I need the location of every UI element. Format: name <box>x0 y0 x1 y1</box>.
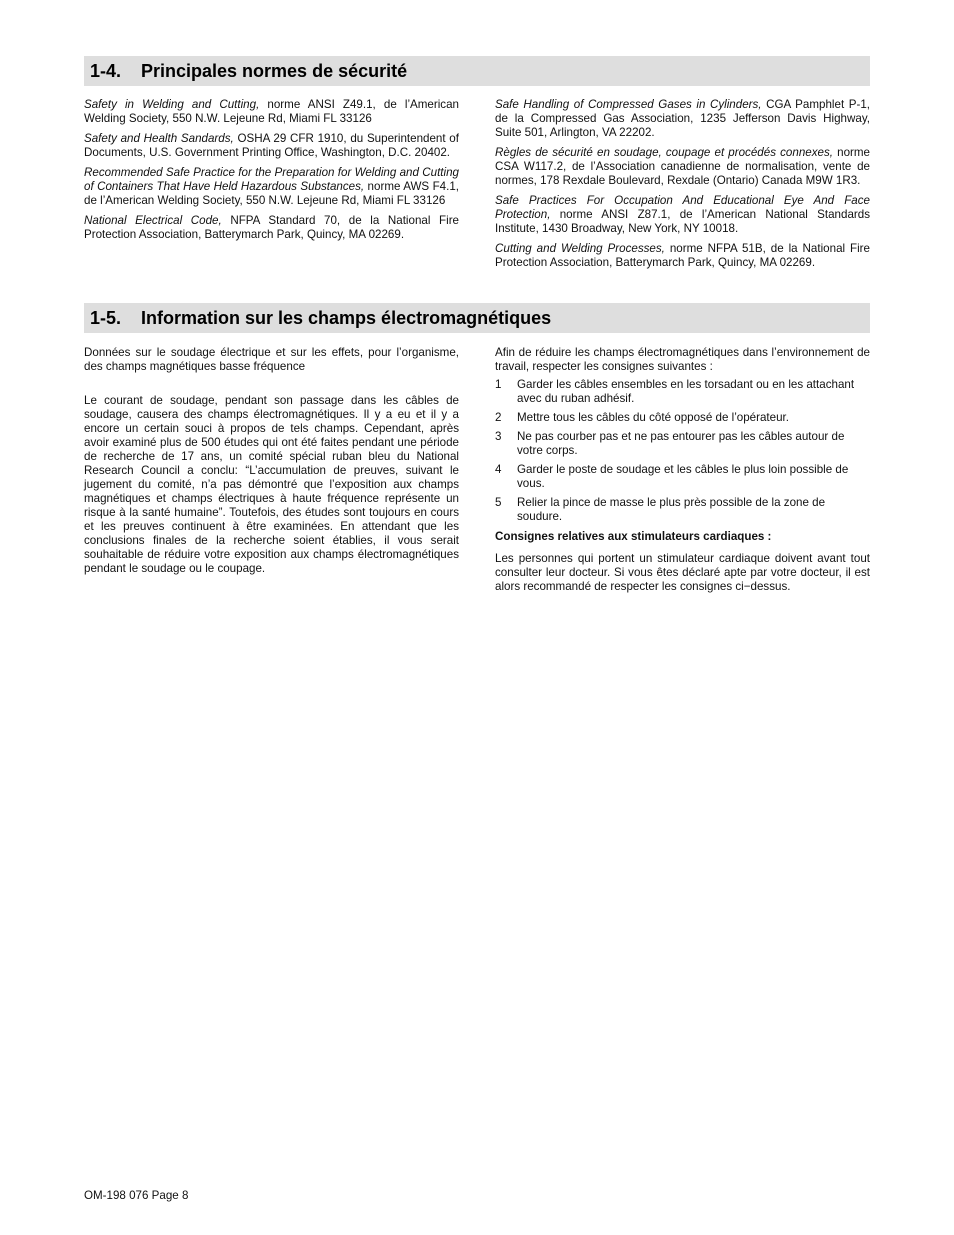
emf-body: Le courant de soudage, pendant son passage dans les câbles de soudage, causera des champs électromagnétiques. Il y a eu et il y a encore un certain souci à propos de tels champs. Cependant, après avoir examiné plus de 500 études qui ont été faites pendant une période de recherche de 17 ans, un comité spécial ruban bleu du National Research Council a conclu: “L’accumulation de preuves, suivant le jugement du comité, n’a pas démontré que l’exposition aux champs magnétiques et champs électriques à haute fréquence représente un risque à la santé humaine”. Toutefois, des études sont toujours en cours et les preuves continuent à être examinées. En attendant que les conclusions finales de la recherche soient établies, il vous serait souhaitable de réduire votre exposition aux champs électromagnétiques pendant le soudage ou le coupage. <box>84 394 459 575</box>
list-item: 2 Mettre tous les câbles du côté opposé de l’opérateur. <box>495 411 789 424</box>
emf-intro: Données sur le soudage électrique et sur les effets, pour l’organisme, des champs magnétiques basse fréquence <box>84 346 459 373</box>
list-item: 4 Garder le poste de soudage et les câbles le plus loin possible de vous. <box>495 463 849 490</box>
section-title: Principales normes de sécurité <box>141 61 408 81</box>
pacemaker-heading: Consignes relatives aux stimulateurs cardiaques : <box>495 530 772 543</box>
standard-entry: Safe Handling of Compressed Gases in Cylinders, CGA Pamphlet P-1, de la Compressed Gas Association, 1235 Jefferson Davis Highway, Suite 501, Arlington, VA 22202. <box>495 98 870 139</box>
list-item: 1 Garder les câbles ensembles en les torsadant ou en les attachant avec du ruban adhésif. <box>495 378 855 405</box>
section-number: 1-4. <box>90 61 122 81</box>
standard-entry: Safe Practices For Occupation And Educational Eye And Face Protection, norme ANSI Z87.1, de l’American National Standards Institute, 1430 Broadway, New York, NY 10018. <box>495 194 870 235</box>
list-item: 3 Ne pas courber pas et ne pas entourer pas les câbles autour de votre corps. <box>495 430 845 457</box>
standard-entry: National Electrical Code, NFPA Standard 70, de la National Fire Protection Association, Batterymarch Park, Quincy, MA 02269. <box>84 214 460 241</box>
page-footer: OM-198 076 Page 8 <box>84 1189 189 1202</box>
pacemaker-text: Les personnes qui portent un stimulateur cardiaque doivent avant tout consulter leur docteur. Si vous êtes déclaré apte par votre docteur, il est alors recommandé de respecter les consignes ci−dessus. <box>495 552 870 593</box>
standards-right-column <box>495 98 870 276</box>
standard-entry: Safety and Health Sandards, OSHA 29 CFR 1910, du Superintendent of Documents, U.S. Government Printing Office, Washington, D.C. 20402. <box>84 132 459 159</box>
section-title: Information sur les champs électromagnétiques <box>141 308 552 328</box>
standards-left-column <box>84 98 459 248</box>
section-1-4-heading <box>84 56 870 86</box>
emf-instructions-intro: Afin de réduire les champs électromagnétiques dans l’environnement de travail, respecter les consignes suivantes : <box>495 346 870 373</box>
standard-entry: Règles de sécurité en soudage, coupage et procédés connexes, norme CSA W117.2, de l’Association canadienne de normalisation, vente de normes, 178 Rexdale Boulevard, Rexdale (Ontario) Canada M9W 1R3. <box>495 146 870 187</box>
emf-steps-list <box>495 378 870 524</box>
standard-entry: Recommended Safe Practice for the Preparation for Welding and Cutting of Containers That Have Held Hazardous Substances, norme AWS F4.1, de l’American Welding Society, 550 N.W. Lejeune Rd, Miami FL 33126 <box>84 166 459 207</box>
emf-left-column <box>84 346 459 582</box>
section-number: 1-5. <box>90 308 122 328</box>
emf-right-column <box>495 346 870 600</box>
section-1-5-heading <box>84 303 870 333</box>
standard-entry: Safety in Welding and Cutting, norme ANSI Z49.1, de l’American Welding Society, 550 N.W. Lejeune Rd, Miami FL 33126 <box>84 98 459 125</box>
standard-entry: Cutting and Welding Processes, norme NFPA 51B, de la National Fire Protection Association, Batterymarch Park, Quincy, MA 02269. <box>495 242 870 269</box>
list-item: 5 Relier la pince de masse le plus près possible de la zone de soudure. <box>495 496 826 523</box>
